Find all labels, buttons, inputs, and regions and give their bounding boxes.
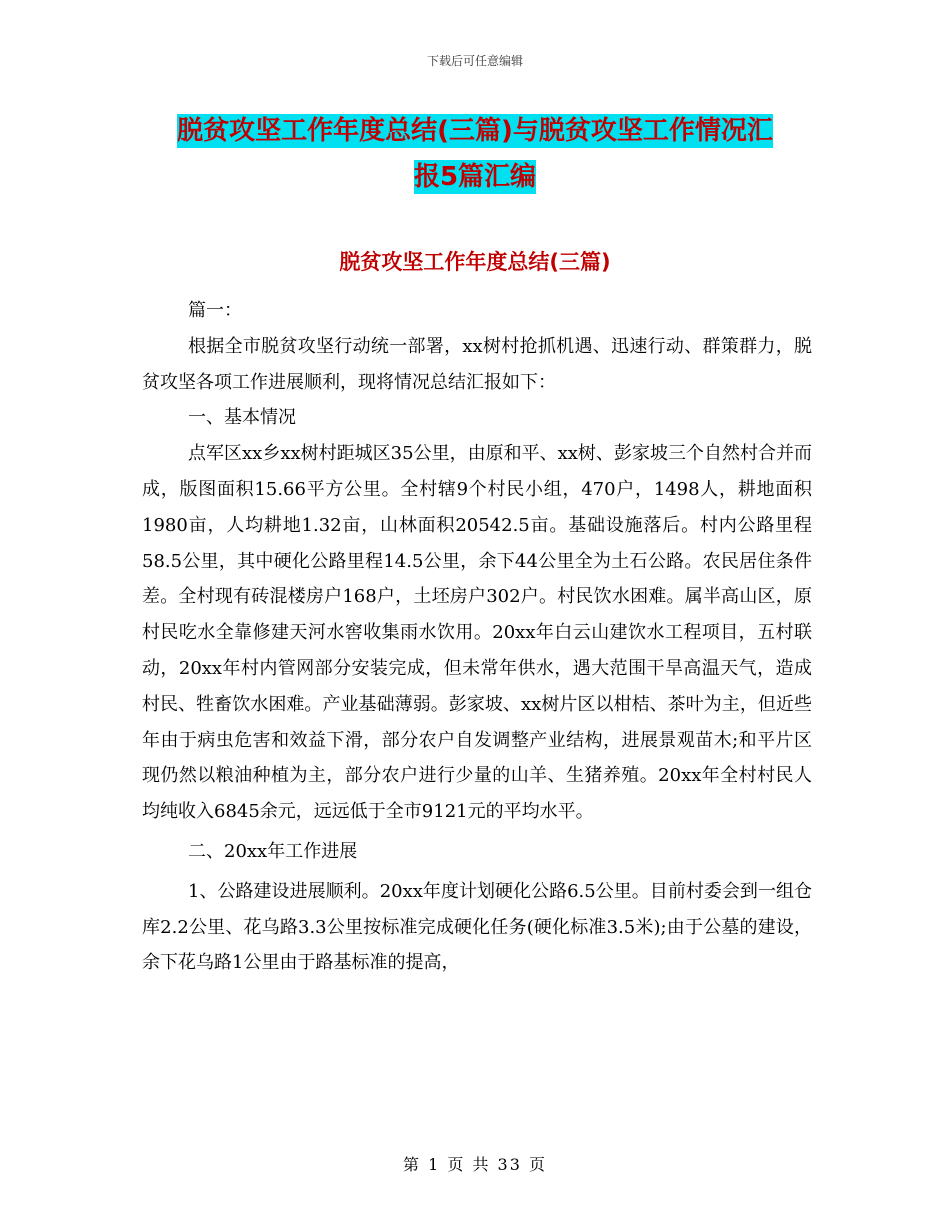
paragraph: 二、20xx年工作进展 [188,840,358,862]
paragraph: 根据全市脱贫攻坚行动统一部署，xx树村抢抓机遇、迅速行动、群策群力，脱贫攻坚各项工作进展顺利，现将情况总结汇报如下： [142,335,812,393]
page-footer: 第 1 页 共 33 页 [403,1155,547,1174]
document-title-line2: 报5篇汇编 [413,162,537,192]
document-body [142,293,812,981]
paragraph: 一、基本情况 [188,407,296,429]
paragraph: 篇一： [188,300,242,321]
paragraph: 点军区xx乡xx树村距城区35公里，由原和平、xx树、彭家坡三个自然村合并而成，版图面积15.66平方公里。全村辖9个村民小组，470户，1498人，耕地面积1980亩，人均耕地1.32亩，山林面积20542.5亩。基础设施落后。村内公路里程58.5公里，其中硬化公路里程14.5公里，余下44公里全为土石公路。农民居住条件差。全村现有砖混楼房户168户，土坯房户302户。村民饮水困难。属半高山区，原村民吃水全靠修建天河水窖收集雨水饮用。20xx年白云山建饮水工程项目，五村联动，20xx年村内管网部分安装完成，但未常年供水，遇大范围干旱高温天气，造成村民、牲畜饮水困难。产业基础薄弱。彭家坡、xx树片区以柑桔、茶叶为主，但近些年由于病虫危害和效益下滑，部分农户自发调整产业结构，进展景观苗木;和平片区现仍然以粮油种植为主，部分农户进行少量的山羊、生猪养殖。20xx年全村村民人均纯收入6845余元，远远低于全市9121元的平均水平。 [142,443,812,823]
paragraph: 1、公路建设进展顺利。20xx年度计划硬化公路6.5公里。目前村委会到一组仓库2.2公里、花乌路3.3公里按标准完成硬化任务(硬化标准3.5米);由于公墓的建设，余下花乌路1公里由于路基标准的提高， [142,880,812,974]
document-title [0,108,950,200]
page-header-note: 下载后可任意编辑 [426,54,523,68]
document-title-line1: 脱贫攻坚工作年度总结(三篇)与脱贫攻坚工作情况汇 [177,116,773,146]
section-title: 脱贫攻坚工作年度总结(三篇) [339,250,611,274]
